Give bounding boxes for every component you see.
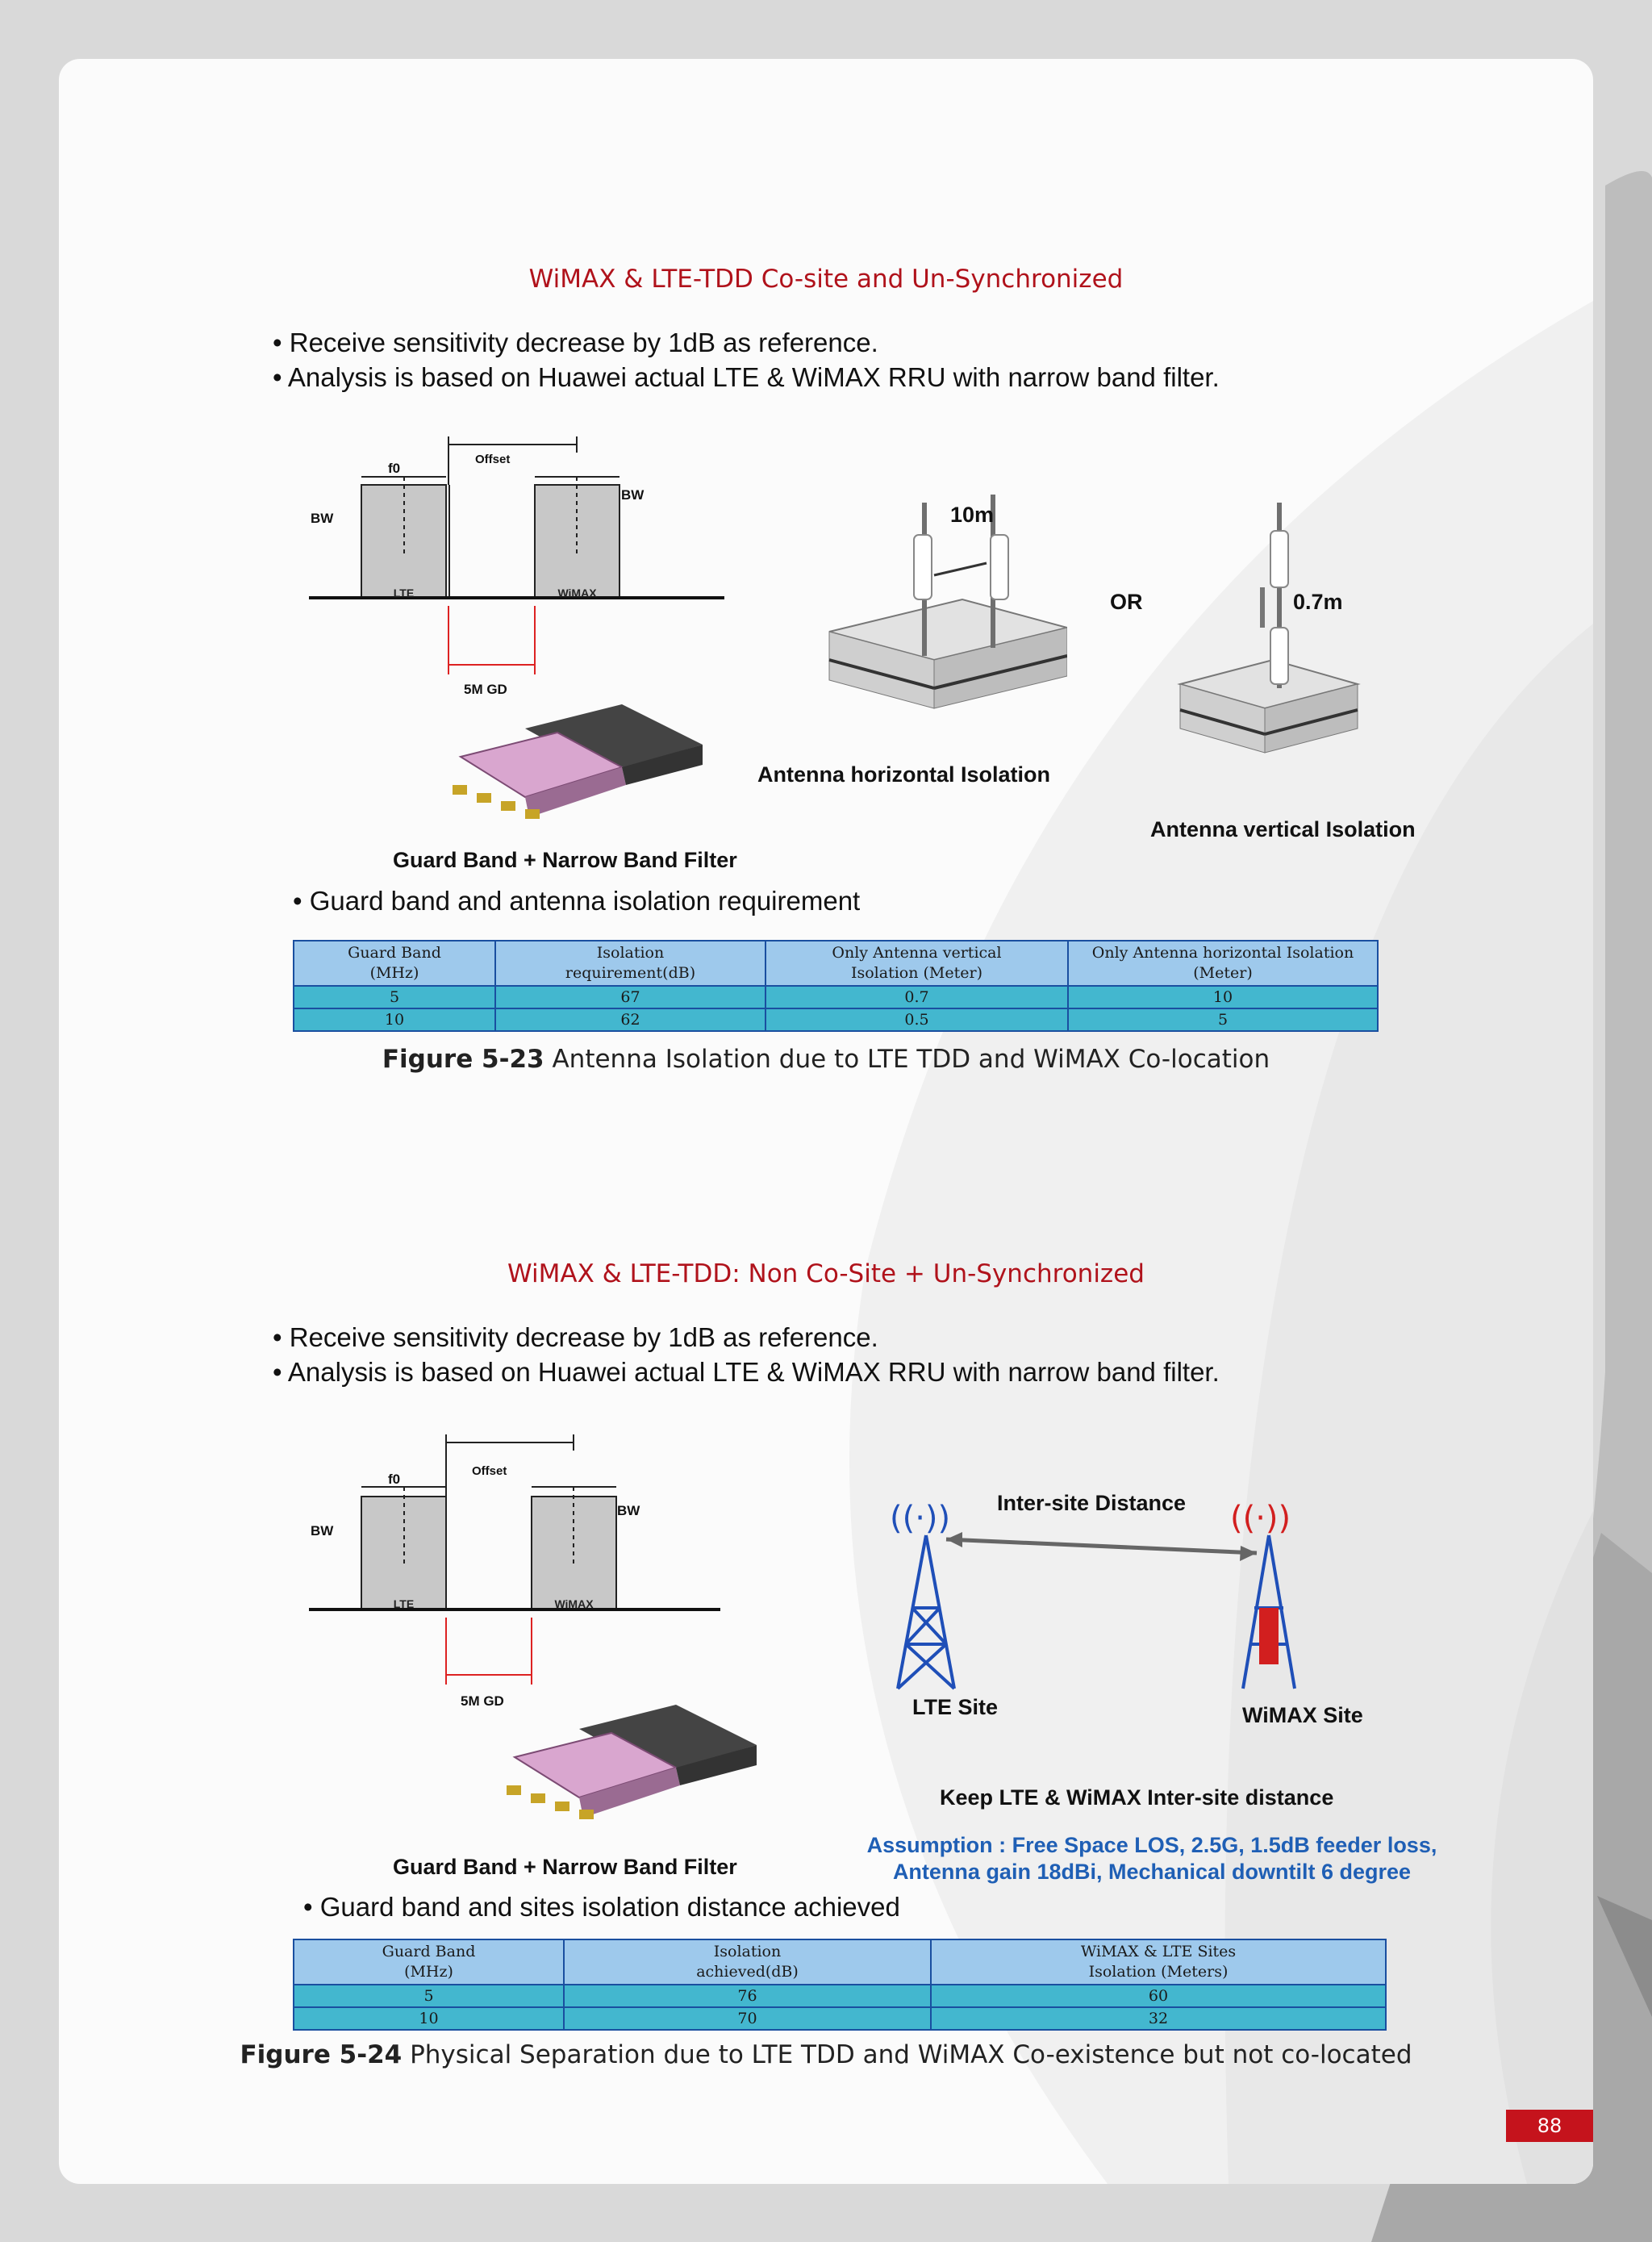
figure1-gd-label: 5M GD <box>464 682 507 697</box>
document-page <box>59 59 1593 2184</box>
table-row <box>294 2007 1386 2030</box>
table-header-cell <box>564 1939 931 1985</box>
table-cell: 5 <box>1068 1008 1378 1031</box>
table-header-cell <box>1068 941 1378 986</box>
svg-text:((·)): ((·)) <box>890 1500 951 1537</box>
header-text: Isolation achieved(dB) <box>696 1943 799 1981</box>
figure1-bullets <box>273 325 1220 395</box>
figure1-caption-text: Antenna Isolation due to LTE TDD and WiMAX Co-location <box>552 1045 1270 1074</box>
figure1-bullet-2: • Analysis is based on Huawei actual LTE & WiMAX RRU with narrow band filter. <box>273 360 1220 395</box>
figure1-isolation-table <box>293 940 1379 1032</box>
figure2-wimax-site-label: WiMAX Site <box>1242 1703 1363 1727</box>
page-number: 88 <box>1506 2110 1593 2142</box>
figure2-caption-text: Physical Separation due to LTE TDD and WiMAX Co-existence but not co-located <box>410 2040 1412 2069</box>
lte-tower-icon <box>890 1500 954 1689</box>
figure1-or-label: OR <box>1110 590 1143 614</box>
figure2-wimax-label: WiMAX <box>554 1597 594 1610</box>
figure1-horizontal-antenna-diagram <box>825 486 1067 720</box>
wimax-band-block <box>448 485 450 598</box>
figure1-caption <box>59 1045 1593 1074</box>
figure1-vertical-label: Antenna vertical Isolation <box>1150 817 1416 841</box>
figure2-lte-label: LTE <box>393 1597 415 1610</box>
figure2-table-heading-text: Guard band and sites isolation distance achieved <box>319 1892 900 1922</box>
table-cell: 5 <box>294 1985 564 2007</box>
figure2-title: WiMAX & LTE-TDD: Non Co-Site + Un-Synchronized <box>507 1259 1145 1288</box>
header-text: Only Antenna vertical Isolation (Meter) <box>832 944 1002 982</box>
table-cell: 10 <box>294 1008 495 1031</box>
table-cell: 0.5 <box>766 1008 1068 1031</box>
figure1-table-heading-text: Guard band and antenna isolation requirement <box>309 886 861 916</box>
figure1-vertical-distance-label: 0.7m <box>1293 590 1343 614</box>
figure2-bullet-1: • Receive sensitivity decrease by 1dB as reference. <box>273 1320 1220 1355</box>
figure2-inter-site-label: Inter-site Distance <box>997 1491 1187 1515</box>
table-cell: 76 <box>564 1985 931 2007</box>
figure2-table-heading: • Guard band and sites isolation distance achieved <box>303 1892 900 1922</box>
figure1-horizontal-distance-label: 10m <box>950 503 995 527</box>
figure2-bw-right-label: BW <box>617 1503 640 1518</box>
figure1-caption-number: Figure 5-23 <box>382 1045 544 1074</box>
table-header-row <box>294 941 1378 986</box>
figure2-isolation-table <box>293 1939 1387 2031</box>
figure2-filter-label: Guard Band + Narrow Band Filter <box>393 1855 737 1879</box>
wimax-tower-icon <box>1230 1500 1295 1689</box>
figure1-title: WiMAX & LTE-TDD Co-site and Un-Synchronized <box>528 265 1124 294</box>
figure2-offset-label: Offset <box>472 1464 507 1478</box>
table-cell: 60 <box>931 1985 1386 2007</box>
table-header-cell <box>931 1939 1386 1985</box>
header-text: Guard Band (MHz) <box>348 944 441 982</box>
figure1-vertical-antenna-diagram <box>1176 499 1362 757</box>
figure2-lte-site-label: LTE Site <box>912 1695 999 1719</box>
table-header-cell <box>294 1939 564 1985</box>
header-text: Guard Band (MHz) <box>382 1943 476 1981</box>
table-cell: 67 <box>495 986 766 1008</box>
figure1-bw-right-label: BW <box>621 487 645 503</box>
header-text: WiMAX & LTE Sites Isolation (Meters) <box>1080 1943 1237 1981</box>
header-text: Isolation requirement(dB) <box>565 944 696 982</box>
table-header-cell <box>495 941 766 986</box>
table-cell: 5 <box>294 986 495 1008</box>
figure1-horizontal-label: Antenna horizontal Isolation <box>757 762 1050 787</box>
figure1-f0-label: f0 <box>388 461 401 476</box>
header-text: Only Antenna horizontal Isolation (Meter) <box>1091 944 1354 982</box>
table-cell: 70 <box>564 2007 931 2030</box>
figure2-caption <box>59 2040 1593 2069</box>
table-row <box>294 986 1378 1008</box>
figure2-caption-number: Figure 5-24 <box>240 2040 403 2069</box>
inter-site-arrow <box>946 1539 1257 1553</box>
figure2-sites-diagram <box>882 1495 1398 1705</box>
figure2-assumption-note <box>857 1832 1446 1885</box>
figure1-wimax-label: WiMAX <box>557 587 597 599</box>
assumption-line-1: Assumption : Free Space LOS, 2.5G, 1.5dB feeder loss, <box>866 1833 1437 1857</box>
table-header-cell <box>294 941 495 986</box>
figure1-table-heading: • Guard band and antenna isolation requirement <box>293 886 861 916</box>
table-cell: 0.7 <box>766 986 1068 1008</box>
figure2-spectrum-diagram <box>301 1406 753 1745</box>
figure2-bullet-2: • Analysis is based on Huawei actual LTE & WiMAX RRU with narrow band filter. <box>273 1355 1220 1389</box>
table-cell: 10 <box>294 2007 564 2030</box>
svg-text:((·)): ((·)) <box>1230 1500 1291 1537</box>
figure2-narrow-band-filter-image <box>490 1697 765 1850</box>
table-row <box>294 1008 1378 1031</box>
table-header-row <box>294 1939 1386 1985</box>
figure2-bw-left-label: BW <box>311 1523 334 1539</box>
figure1-narrow-band-filter-image <box>436 696 711 850</box>
table-row <box>294 1985 1386 2007</box>
table-cell: 10 <box>1068 986 1378 1008</box>
figure1-filter-label: Guard Band + Narrow Band Filter <box>393 848 737 872</box>
figure2-gd-label: 5M GD <box>461 1693 504 1709</box>
assumption-line-2: Antenna gain 18dBi, Mechanical downtilt 6 degree <box>892 1860 1412 1884</box>
figure2-bullets <box>273 1320 1220 1389</box>
table-cell: 32 <box>931 2007 1386 2030</box>
figure1-bullet-1: • Receive sensitivity decrease by 1dB as reference. <box>273 325 1220 360</box>
table-cell: 62 <box>495 1008 766 1031</box>
figure1-lte-label: LTE <box>393 587 415 599</box>
figure2-keep-distance-label: Keep LTE & WiMAX Inter-site distance <box>940 1785 1334 1810</box>
figure1-spectrum-diagram <box>301 396 753 735</box>
figure1-bw-left-label: BW <box>311 511 334 526</box>
figure2-f0-label: f0 <box>388 1472 401 1487</box>
figure1-offset-label: Offset <box>475 453 511 466</box>
table-header-cell <box>766 941 1068 986</box>
